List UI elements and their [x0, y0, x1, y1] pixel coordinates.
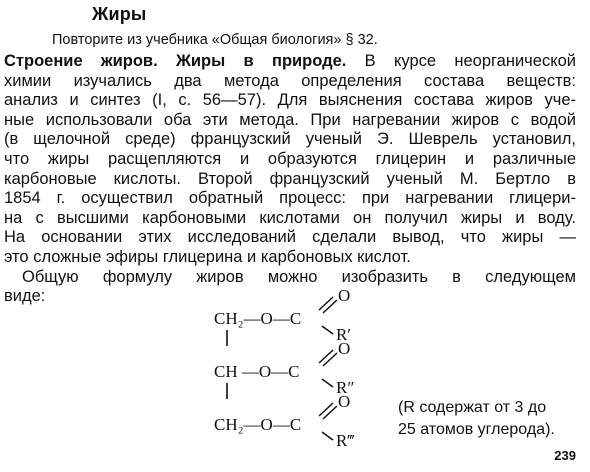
paragraph-line: это сложные эфиры глицерина и карбоновых кислот.: [4, 247, 411, 266]
single-bond: [322, 326, 333, 334]
paragraph-line: карбоновые кислоты. Второй французский ученый М. Бертло в: [4, 169, 576, 188]
single-bond: [322, 432, 333, 440]
carbonyl-oxygen: O: [338, 392, 351, 411]
paragraph-line: анализ и синтез (I, с. 56—57). Для выяснения состава жиров уче-: [4, 91, 576, 110]
double-bond: [323, 300, 337, 313]
formula-row-3: CH₂—O—C: [214, 415, 302, 434]
formula-row-1: CH₂—O—C: [214, 309, 302, 328]
paragraph-lead: Строение жиров. Жиры в природе.: [4, 52, 347, 70]
radical-r3: R‴: [336, 431, 355, 450]
double-bond: [319, 297, 333, 310]
paragraph-line: (в щелочной среде) французский ученый Э. Шеврель установил,: [4, 130, 576, 149]
double-bond: [319, 403, 333, 416]
radical-r2: R″: [336, 378, 355, 397]
formula-row-2: CH —O—C: [214, 362, 300, 381]
double-bond: [319, 350, 333, 363]
paragraph-line: химии изучались два метода определения состава веществ:: [4, 71, 576, 90]
page-number: 239: [554, 448, 576, 463]
single-bond: [322, 379, 333, 387]
double-bond: [323, 406, 337, 419]
radical-r1: R′: [336, 325, 352, 344]
paragraph-line: ные использовали оба эти метода. При нагревании жиров с водой: [4, 110, 576, 129]
paragraph-line: Общую формулу жиров можно изобразить в следующем: [22, 267, 576, 286]
paragraph-line: На основании этих исследований сделали вывод, что жиры —: [4, 228, 576, 247]
carbonyl-oxygen: O: [338, 286, 351, 305]
section-title: Жиры: [92, 4, 147, 24]
paragraph-line: что жиры расщепляются и образуются глицерин и различные: [4, 149, 576, 168]
paragraph-line: Строение жиров. Жиры в природе. В курсе неорганической: [4, 52, 576, 70]
paragraph-line: 1854 г. осуществил обратный процесс: при нагревании глицери-: [4, 189, 576, 208]
review-note: Повторите из учебника «Общая биология» § 32.: [52, 32, 378, 48]
paragraph-line: на с высшими карбоновыми кислотами он получил жиры и воду.: [4, 208, 576, 227]
formula-note-line-1: (R содержат от 3 до: [398, 399, 547, 416]
carbonyl-oxygen: O: [338, 339, 351, 358]
paragraph-line: виде:: [4, 287, 46, 306]
formula-note-line-2: 25 атомов углерода).: [398, 421, 555, 438]
double-bond: [323, 353, 337, 366]
